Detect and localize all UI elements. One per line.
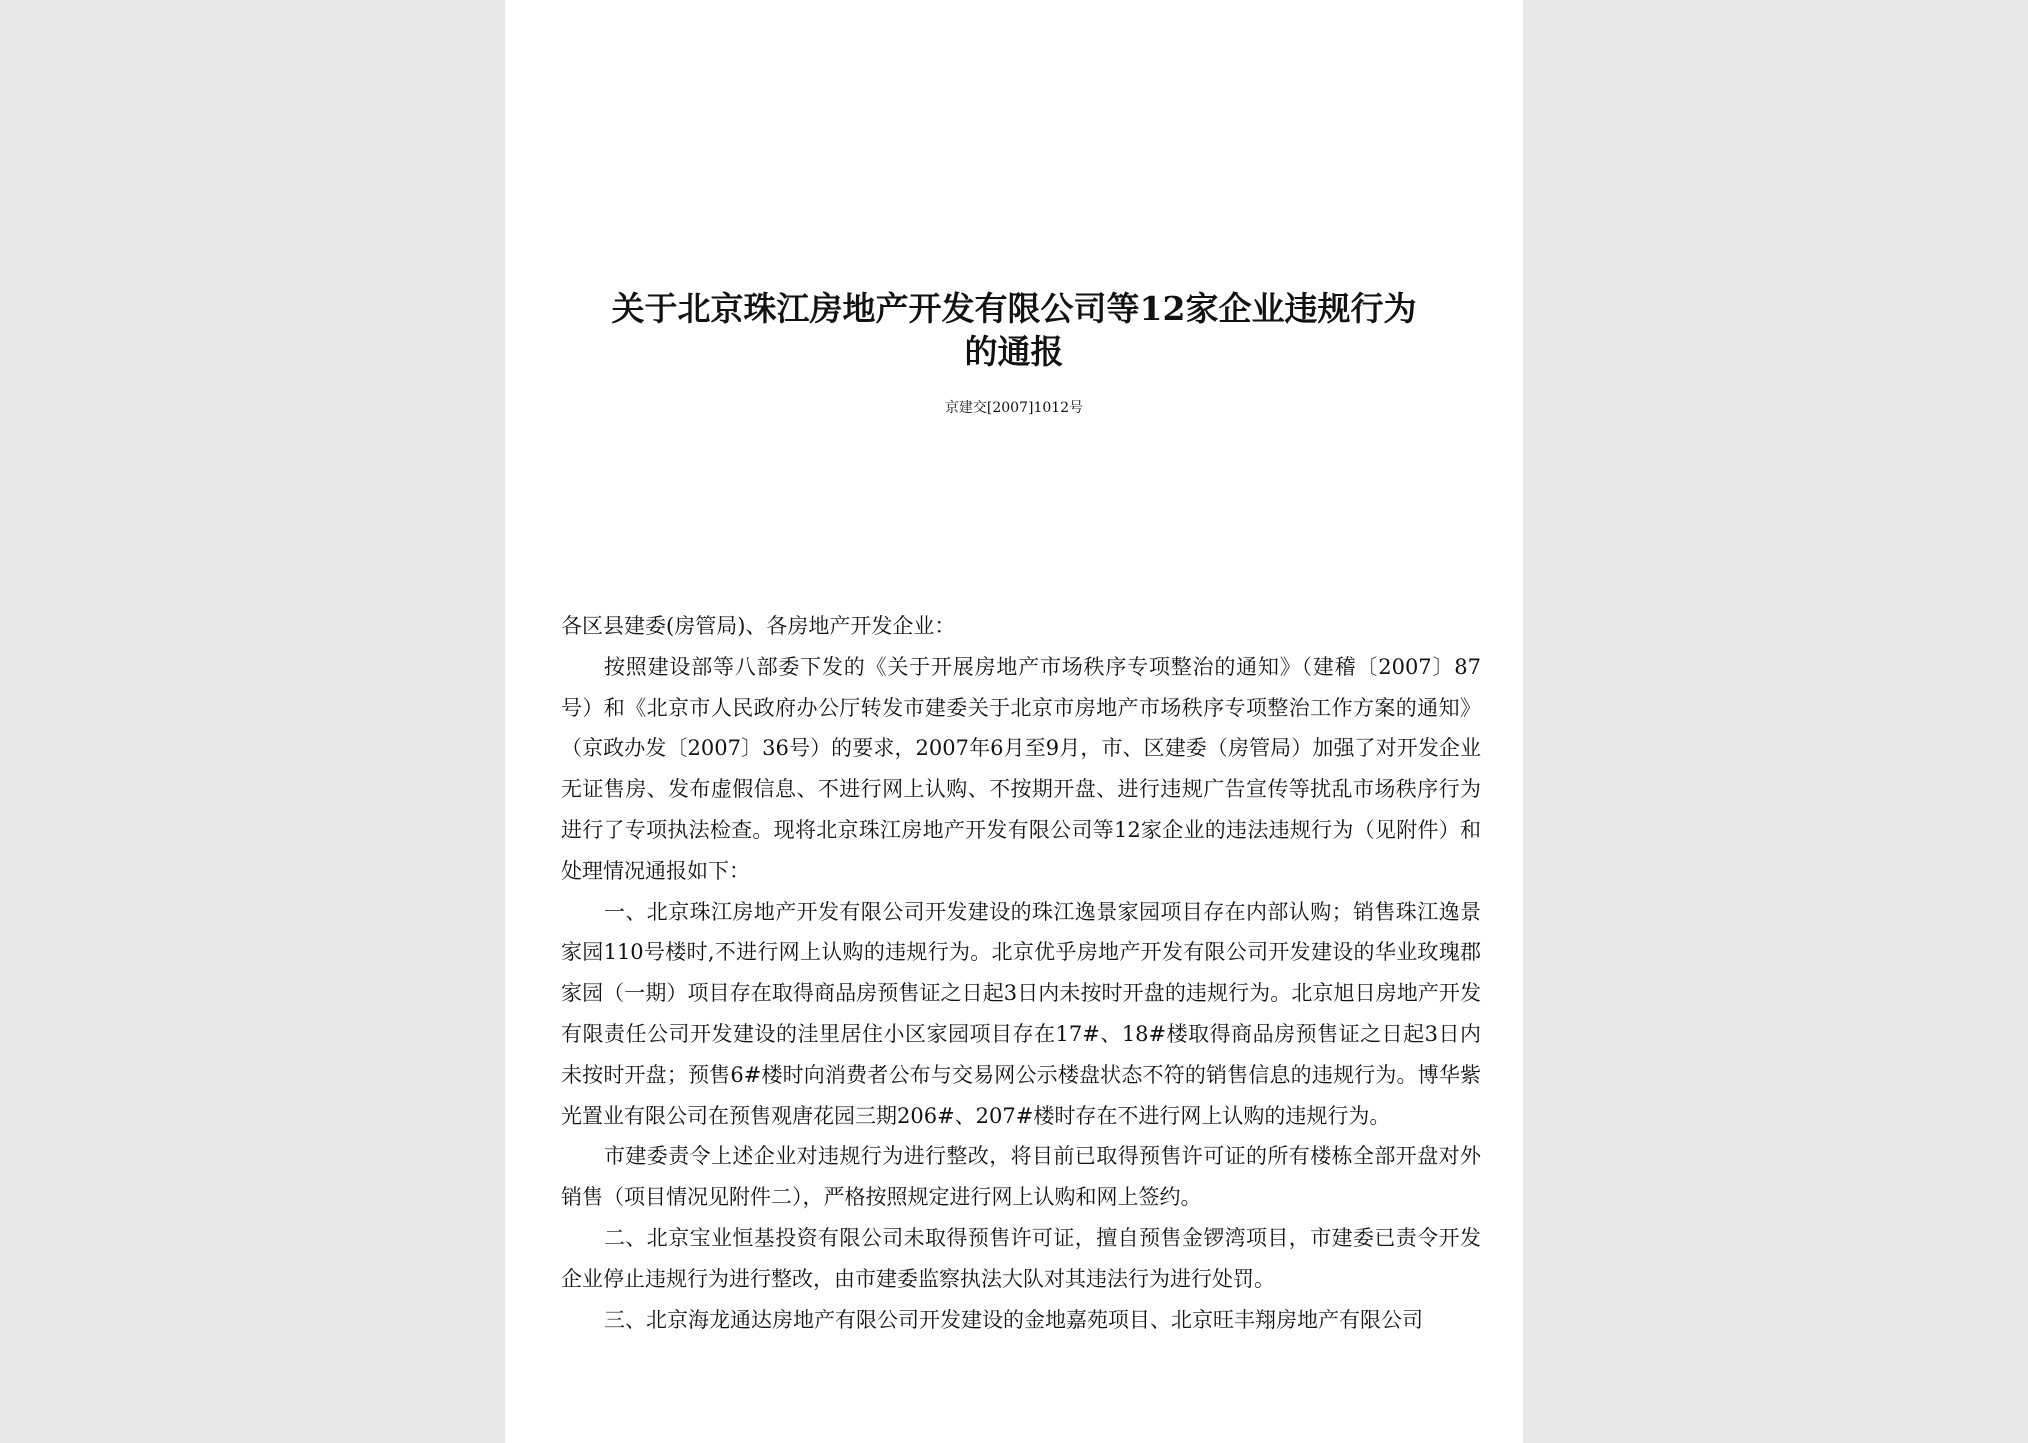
document-title-line: 关于北京珠江房地产开发有限公司等12家企业违规行为 (611, 289, 1417, 328)
document-title (545, 287, 1483, 373)
paragraph: 一、北京珠江房地产开发有限公司开发建设的珠江逸景家园项目存在内部认购；销售珠江逸景家园110号楼时,不进行网上认购的违规行为。北京优乎房地产开发有限公司开发建设的华业玫瑰郡家园（一期）项目存在取得商品房预售证之日起3日内未按时开盘的违规行为。北京旭日房地产开发有限责任公司开发建设的洼里居住小区家园项目存在17#、18#楼取得商品房预售证之日起3日内未按时开盘；预售6#楼时向消费者公布与交易网公示楼盘状态不符的销售信息的违规行为。博华紫光置业有限公司在预售观唐花园三期206#、207#楼时存在不进行网上认购的违规行为。 (561, 899, 1481, 1128)
paragraph: 三、北京海龙通达房地产有限公司开发建设的金地嘉苑项目、北京旺丰翔房地产有限公司 (604, 1307, 1423, 1332)
document-title-line: 的通报 (964, 332, 1064, 371)
paragraph: 二、北京宝业恒基投资有限公司未取得预售许可证，擅自预售金锣湾项目，市建委已责令开发企业停止违规行为进行整改，由市建委监察执法大队对其违法行为进行处罚。 (561, 1225, 1481, 1291)
document-page (505, 0, 1523, 1443)
document-body (561, 606, 1481, 1340)
salutation: 各区县建委(房管局)、各房地产开发企业： (561, 614, 956, 638)
paragraph: 市建委责令上述企业对违规行为进行整改，将目前已取得预售许可证的所有楼栋全部开盘对外销售（项目情况见附件二），严格按照规定进行网上认购和网上签约。 (561, 1144, 1481, 1210)
document-number: 京建交[2007]1012号 (944, 400, 1084, 416)
paragraph: 按照建设部等八部委下发的《关于开展房地产市场秩序专项整治的通知》（建稽〔2007〕87号）和《北京市人民政府办公厅转发市建委关于北京市房地产市场秩序专项整治工作方案的通知》（京政办发〔2007〕36号）的要求，2007年6月至9月，市、区建委（房管局）加强了对开发企业无证售房、发布虚假信息、不进行网上认购、不按期开盘、进行违规广告宣传等扰乱市场秩序行为进行了专项执法检查。现将北京珠江房地产开发有限公司等12家企业的违法违规行为（见附件）和处理情况通报如下： (561, 654, 1481, 883)
